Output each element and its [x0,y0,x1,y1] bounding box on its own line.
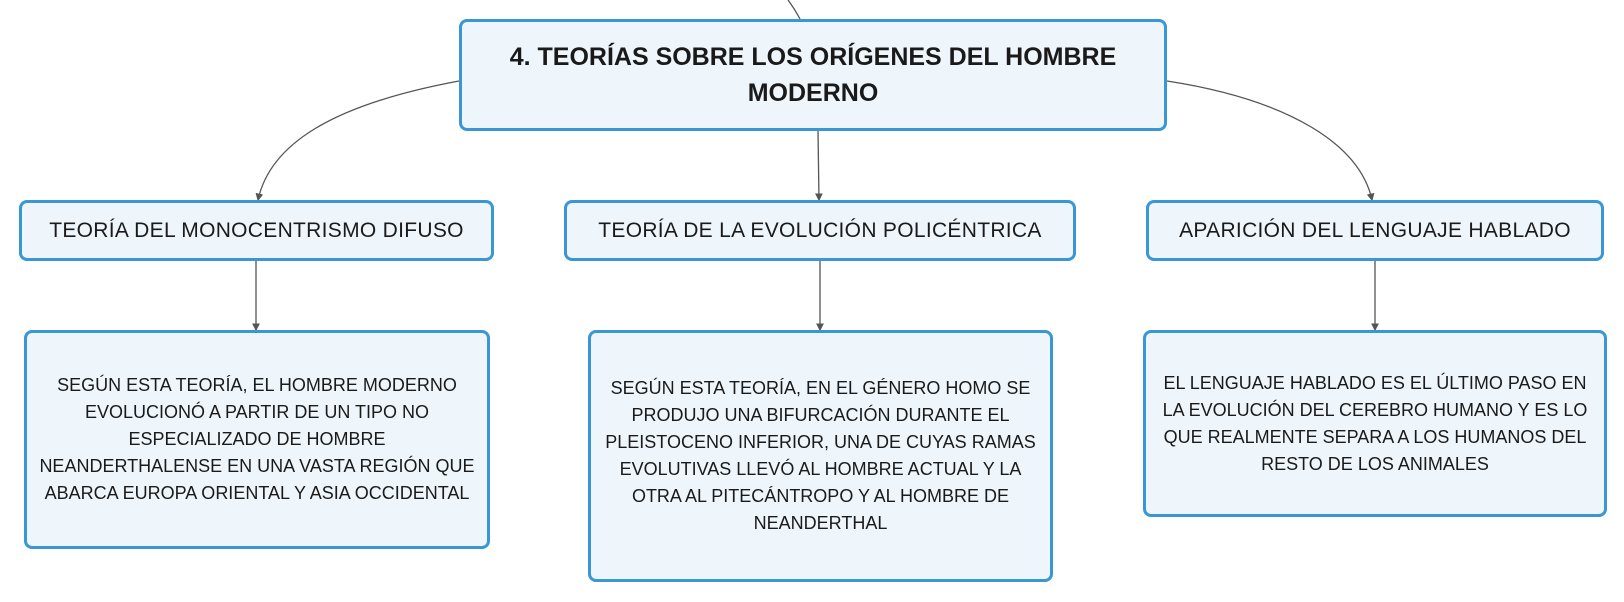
detail-node-lenguaje[interactable] [1143,330,1607,517]
detail-node-policentrica[interactable] [588,330,1053,582]
connector-root-to-branch-2 [818,131,819,200]
branch-node-policentrica[interactable] [564,200,1076,261]
detail-text: SEGÚN ESTA TEORÍA, EN EL GÉNERO HOMO SE PRODUJO UNA BIFURCACIÓN DURANTE EL PLEISTOCENO INFERIOR, UNA DE CUYAS RAMAS EVOLUTIVAS LLEVÓ AL HOMBRE ACTUAL Y LA OTRA AL PITECÁNTROPO Y AL HOMBRE DE NEANDERTHAL [605,378,1036,533]
branch-node-lenguaje[interactable] [1146,200,1604,261]
detail-text: SEGÚN ESTA TEORÍA, EL HOMBRE MODERNO EVOLUCIONÓ A PARTIR DE UN TIPO NO ESPECIALIZADO DE HOMBRE NEANDERTHALENSE EN UNA VASTA REGIÓN QUE ABARCA EUROPA ORIENTAL Y ASIA OCCIDENTAL [39,375,475,503]
branch-label: APARICIÓN DEL LENGUAJE HABLADO [1179,218,1571,242]
branch-label: TEORÍA DEL MONOCENTRISMO DIFUSO [49,218,464,242]
detail-text: EL LENGUAJE HABLADO ES EL ÚLTIMO PASO EN LA EVOLUCIÓN DEL CEREBRO HUMANO Y ES LO QUE REALMENTE SEPARA A LOS HUMANOS DEL RESTO DE LOS ANIMALES [1162,372,1588,474]
root-topic-title: 4. TEORÍAS SOBRE LOS ORÍGENES DEL HOMBRE MODERNO [509,43,1117,107]
root-topic-node[interactable] [459,19,1167,131]
connector-root-to-branch-3 [1167,81,1372,200]
connector-root-to-branch-1 [258,81,459,200]
detail-node-monocentrismo[interactable] [24,330,490,549]
connector-parent-to-root [788,0,800,19]
branch-node-monocentrismo[interactable] [19,200,494,261]
branch-label: TEORÍA DE LA EVOLUCIÓN POLICÉNTRICA [598,218,1042,242]
